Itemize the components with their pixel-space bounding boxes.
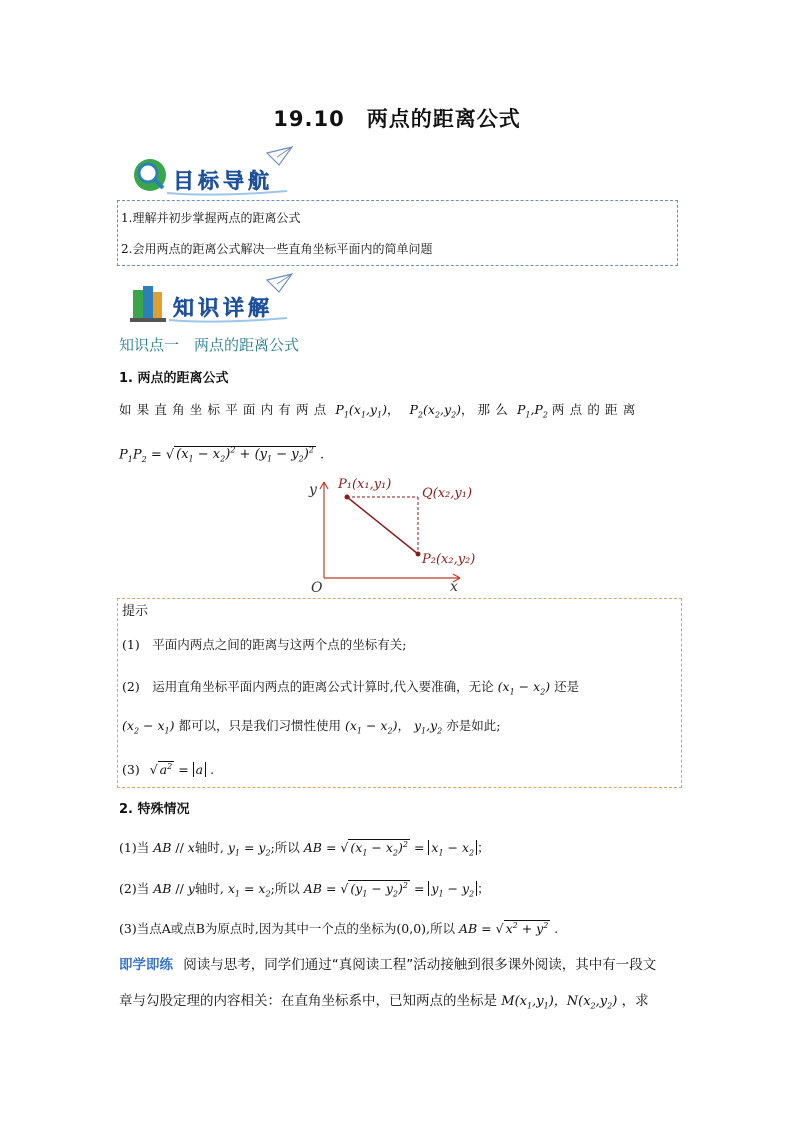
tip-text: (2) 运用直角坐标平面内两点的距离公式计算时,代入要准确，无论 (122, 679, 494, 694)
tip-item: (3) √ $a^2 = a$ . (122, 762, 215, 778)
special-case-1: (1)当 AB // x轴时, $y_1 = y_2$;所以 AB = √ $(x_1 - x_2)^2 = x_1 - x_2$ ； (119, 840, 490, 858)
q-label: Q(x₂,y₁) (422, 486, 473, 501)
tip-text: 都可以，只是我们习惯性使用 (178, 718, 341, 733)
goals-box (117, 200, 678, 266)
practice-text: ，求 (621, 993, 649, 1009)
tip-item: (2) 运用直角坐标平面内两点的距离公式计算时,代入要准确，无论 $(x_1 - x_2)$ 还是 (122, 679, 580, 697)
goal-item: 2.会用两点的距离公式解决一些直角坐标平面内的简单问题 (121, 242, 433, 256)
tip-item: (1) 平面内两点之间的距离与这两个点的坐标有关; (122, 637, 407, 652)
knowledge-banner-label: 知识详解 (173, 296, 273, 320)
practice-paragraph-2: 章与勾股定理的内容相关：在直角坐标系中，已知两点的坐标是 $M(x_1,y_1)$，$N(x_2,y_2)$ ，求 (119, 993, 649, 1011)
case-text: (2)当 (119, 881, 150, 897)
y-label: y (309, 482, 317, 498)
p1-label: P₁(x₁,y₁) (338, 477, 392, 492)
coordinate-diagram (300, 470, 500, 595)
tip-item: $(x_2 - x_1)$ 都可以，只是我们习惯性使用 $(x_1 - x_2)$， $y_1,y_2$ 亦是如此; (122, 718, 501, 736)
goals-banner (127, 145, 297, 197)
case-text: (3)当点A或点B为原点时,因为其中一个点的坐标为(0,0),所以 (119, 921, 455, 937)
point-p1 (345, 495, 350, 500)
practice-label: 即学即练 (119, 957, 173, 973)
goal-item: 1.理解并初步掌握两点的距离公式 (121, 211, 301, 225)
point-p2 (416, 552, 421, 557)
origin-label: O (311, 580, 323, 595)
tip-text: (3) (122, 762, 140, 778)
special-case-2: (2)当 AB // y轴时, $x_1 = x_2$;所以 AB = √ $(y_1 - y_2)^2 = y_1 - y_2$ ； (119, 881, 490, 899)
case-text: ;所以 (270, 881, 300, 897)
segment-p1p2 (347, 497, 418, 554)
goals-banner-label: 目标导航 (173, 169, 273, 193)
section-heading: 知识点一 两点的距离公式 (119, 336, 300, 354)
special-case-3: (3)当点A或点B为原点时,因为其中一个点的坐标为(0,0),所以 AB = √ $x^2 + y^2$ . (119, 921, 559, 937)
distance-formula: $P_1P_2$ = √ $(x_1 - x_2)^2 + (y_1 - y_2)^2$ . (119, 446, 325, 464)
subsection-heading: 2. 特殊情况 (119, 802, 190, 817)
case-text: ;所以 (270, 840, 300, 856)
formula-text: 两点的距离 (551, 402, 641, 417)
knowledge-banner (127, 270, 297, 326)
tips-label: 提示 (122, 604, 149, 619)
formula-text: 如果直角坐标平面内有两点 (119, 402, 332, 417)
subsection-heading: 1. 两点的距离公式 (119, 371, 229, 386)
practice-paragraph (119, 956, 656, 974)
formula-text: 那么 (477, 402, 513, 417)
case-text: 轴时, (194, 881, 224, 897)
tips-box (117, 598, 682, 788)
case-text: (1)当 (119, 840, 150, 856)
page-title: 19.10 两点的距离公式 (273, 107, 521, 131)
p2-label: P₂(x₂,y₂) (422, 552, 476, 567)
x-label: x (450, 579, 458, 595)
formula-paragraph: 如果直角坐标平面内有两点 $P_1(x_1,y_1)$， $P_2(x_2,y_2)$， 那么 $P_1,P_2$ 两点的距离 (119, 402, 641, 420)
practice-text: 章与勾股定理的内容相关：在直角坐标系中，已知两点的坐标是 (119, 993, 497, 1009)
practice-text: 阅读与思考，同学们通过“真阅读工程”活动接触到很多课外阅读，其中有一段文 (183, 957, 657, 973)
case-text: 轴时, (194, 840, 224, 856)
tip-text: 还是 (554, 679, 580, 694)
tip-text: 亦是如此; (446, 718, 501, 733)
